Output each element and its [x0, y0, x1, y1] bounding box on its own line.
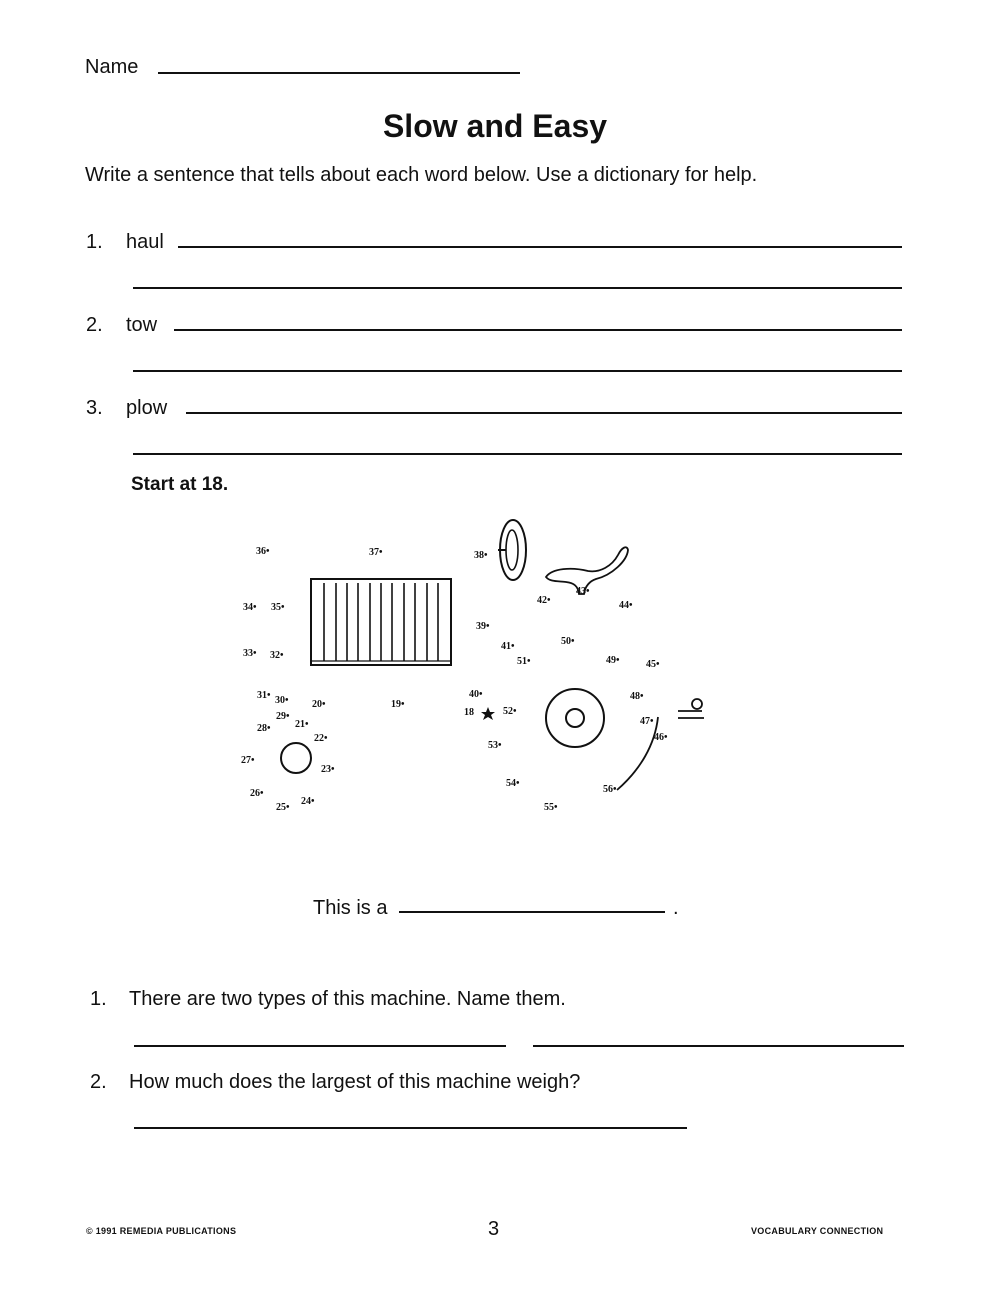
- dot-31: 31•: [257, 690, 271, 701]
- question-1-answer-line-a[interactable]: [134, 1045, 506, 1047]
- question-2-answer-line[interactable]: [134, 1127, 687, 1129]
- dot-39: 39•: [476, 621, 490, 632]
- dot-32: 32•: [270, 650, 284, 661]
- dot-21: 21•: [295, 719, 309, 730]
- question-1-number: 1.: [90, 988, 107, 1010]
- dot-20: 20•: [312, 699, 326, 710]
- vocab-1-number: 1.: [86, 231, 103, 253]
- dot-30: 30•: [275, 695, 289, 706]
- dot-37: 37•: [369, 547, 383, 558]
- answer-prompt: This is a: [313, 897, 388, 919]
- steering-ring-inner: [506, 530, 518, 570]
- name-label: Name: [85, 56, 139, 78]
- dot-40: 40•: [469, 689, 483, 700]
- start-instruction: Start at 18.: [131, 474, 229, 495]
- dot-47: 47•: [640, 716, 654, 727]
- footer-series: VOCABULARY CONNECTION: [751, 1226, 884, 1236]
- vocab-2-word: tow: [126, 314, 158, 336]
- dot-29: 29•: [276, 711, 290, 722]
- grille-bars: [324, 583, 438, 661]
- start-star-icon: [481, 707, 495, 720]
- dot-35: 35•: [271, 602, 285, 613]
- dot-49: 49•: [606, 655, 620, 666]
- question-1-answer-line-b[interactable]: [533, 1045, 904, 1047]
- dot-43: 43•: [576, 586, 590, 597]
- dot-48: 48•: [630, 691, 644, 702]
- dot-46: 46•: [654, 732, 668, 743]
- dot-36: 36•: [256, 546, 270, 557]
- dot-41: 41•: [501, 641, 515, 652]
- dot-26: 26•: [250, 788, 264, 799]
- dot-56: 56•: [603, 784, 617, 795]
- vocab-1-word: haul: [126, 231, 164, 253]
- question-1-text: There are two types of this machine. Name them.: [129, 988, 566, 1010]
- footer-copyright: © 1991 REMEDIA PUBLICATIONS: [86, 1226, 237, 1236]
- large-wheel-hub: [566, 709, 584, 727]
- instructions: Write a sentence that tells about each word below. Use a dictionary for help.: [85, 164, 758, 186]
- vocab-2-number: 2.: [86, 314, 103, 336]
- dot-33: 33•: [243, 648, 257, 659]
- dot-54: 54•: [506, 778, 520, 789]
- dot-38: 38•: [474, 550, 488, 561]
- dot-50: 50•: [561, 636, 575, 647]
- dot-22: 22•: [314, 733, 328, 744]
- dot-44: 44•: [619, 600, 633, 611]
- dot-51: 51•: [517, 656, 531, 667]
- dot-25: 25•: [276, 802, 290, 813]
- page-title: Slow and Easy: [382, 108, 608, 144]
- small-wheel: [281, 743, 311, 773]
- large-wheel: [546, 689, 604, 747]
- dot-28: 28•: [257, 723, 271, 734]
- hitch: [678, 699, 704, 718]
- dot-52: 52•: [503, 706, 517, 717]
- answer-line[interactable]: [399, 911, 665, 913]
- answer-period: .: [673, 897, 679, 919]
- dot-34: 34•: [243, 602, 257, 613]
- dot-45: 45•: [646, 659, 660, 670]
- dot-27: 27•: [241, 755, 255, 766]
- dot-18: 18: [464, 707, 474, 718]
- dot-53: 53•: [488, 740, 502, 751]
- question-2-text: How much does the largest of this machine weigh?: [129, 1071, 581, 1093]
- dot-23: 23•: [321, 764, 335, 775]
- dot-42: 42•: [537, 595, 551, 606]
- page-number: 3: [488, 1218, 500, 1240]
- question-2-number: 2.: [90, 1071, 107, 1093]
- dot-24: 24•: [301, 796, 315, 807]
- vocab-3-number: 3.: [86, 397, 103, 419]
- dot-19: 19•: [391, 699, 405, 710]
- dot-55: 55•: [544, 802, 558, 813]
- vocab-3-word: plow: [126, 397, 168, 419]
